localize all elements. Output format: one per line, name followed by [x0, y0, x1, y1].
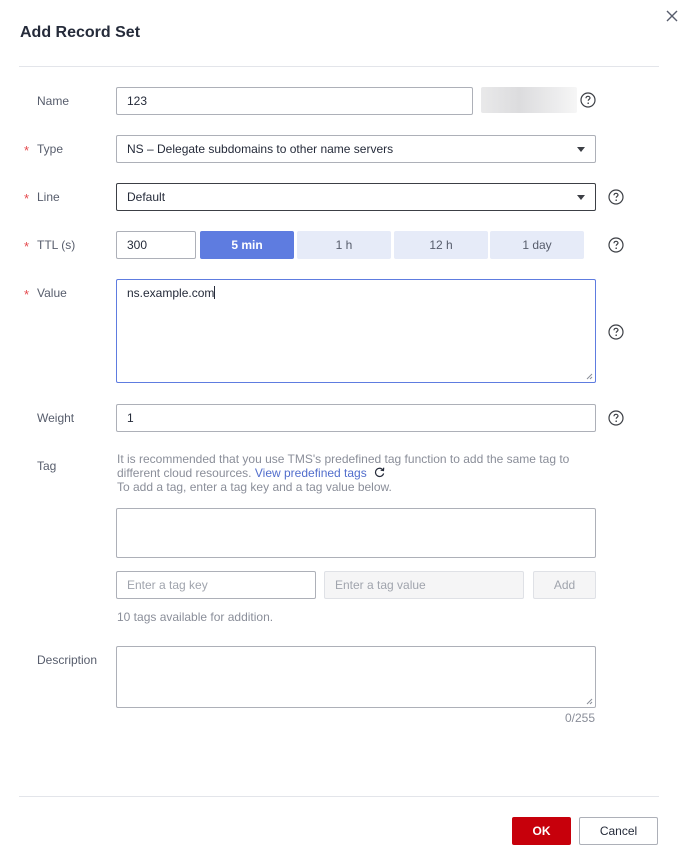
- required-mark: *: [24, 287, 30, 302]
- tags-available-text: 10 tags available for addition.: [117, 610, 274, 624]
- ttl-preset-1day[interactable]: 1 day: [490, 231, 584, 259]
- required-mark: *: [24, 191, 30, 206]
- ttl-preset-1h[interactable]: 1 h: [297, 231, 391, 259]
- footer-divider: [19, 796, 659, 797]
- tag-key-input[interactable]: Enter a tag key: [116, 571, 316, 599]
- tag-label: Tag: [37, 459, 57, 473]
- view-predefined-tags-link[interactable]: View predefined tags: [254, 466, 367, 480]
- help-circle-icon[interactable]: [608, 189, 624, 205]
- domain-suffix-redacted: [481, 87, 577, 113]
- type-select[interactable]: [116, 135, 596, 163]
- name-label: Name: [37, 94, 70, 108]
- ttl-preset-5min[interactable]: 5 min: [200, 231, 294, 259]
- help-circle-icon[interactable]: [608, 324, 624, 340]
- caret-down-icon: [577, 195, 585, 200]
- tag-help-line2: To add a tag, enter a tag key and a tag value below.: [117, 480, 392, 494]
- line-select[interactable]: [116, 183, 596, 211]
- add-tag-button[interactable]: Add: [533, 571, 596, 599]
- line-select-value: Default: [127, 190, 166, 204]
- description-textarea[interactable]: [116, 646, 596, 708]
- help-circle-icon[interactable]: [608, 410, 624, 426]
- cancel-button[interactable]: Cancel: [579, 817, 658, 845]
- description-label: Description: [37, 653, 98, 667]
- value-textarea[interactable]: [116, 279, 596, 383]
- type-select-value: NS – Delegate subdomains to other name servers: [127, 142, 394, 156]
- header-divider: [19, 66, 659, 67]
- line-label: Line: [37, 190, 60, 204]
- help-circle-icon[interactable]: [608, 237, 624, 253]
- ttl-label: TTL (s): [37, 238, 76, 252]
- text-cursor: [214, 286, 215, 299]
- tag-help-text: [117, 452, 587, 494]
- close-icon[interactable]: [664, 8, 680, 24]
- weight-input[interactable]: 1: [116, 404, 596, 432]
- refresh-icon[interactable]: [374, 466, 385, 480]
- name-input[interactable]: 123: [116, 87, 473, 115]
- value-text: ns.example.com: [127, 286, 215, 300]
- tag-help-line1: It is recommended that you use TMS's predefined tag function to add the same tag to different cloud resources.: [117, 452, 570, 480]
- required-mark: *: [24, 239, 30, 254]
- dialog-title: Add Record Set: [20, 24, 141, 41]
- help-circle-icon[interactable]: [580, 92, 596, 108]
- ok-button[interactable]: OK: [512, 817, 571, 845]
- ttl-input[interactable]: 300: [116, 231, 196, 259]
- ttl-preset-12h[interactable]: 12 h: [394, 231, 488, 259]
- tag-list-box: [116, 508, 596, 558]
- resize-handle-icon[interactable]: [586, 373, 593, 380]
- required-mark: *: [24, 143, 30, 158]
- description-char-counter: 0/255: [564, 711, 595, 725]
- weight-label: Weight: [37, 411, 75, 425]
- value-label: Value: [37, 286, 67, 300]
- type-label: Type: [37, 142, 64, 156]
- tag-value-input[interactable]: Enter a tag value: [324, 571, 524, 599]
- resize-handle-icon[interactable]: [586, 698, 593, 705]
- caret-down-icon: [577, 147, 585, 152]
